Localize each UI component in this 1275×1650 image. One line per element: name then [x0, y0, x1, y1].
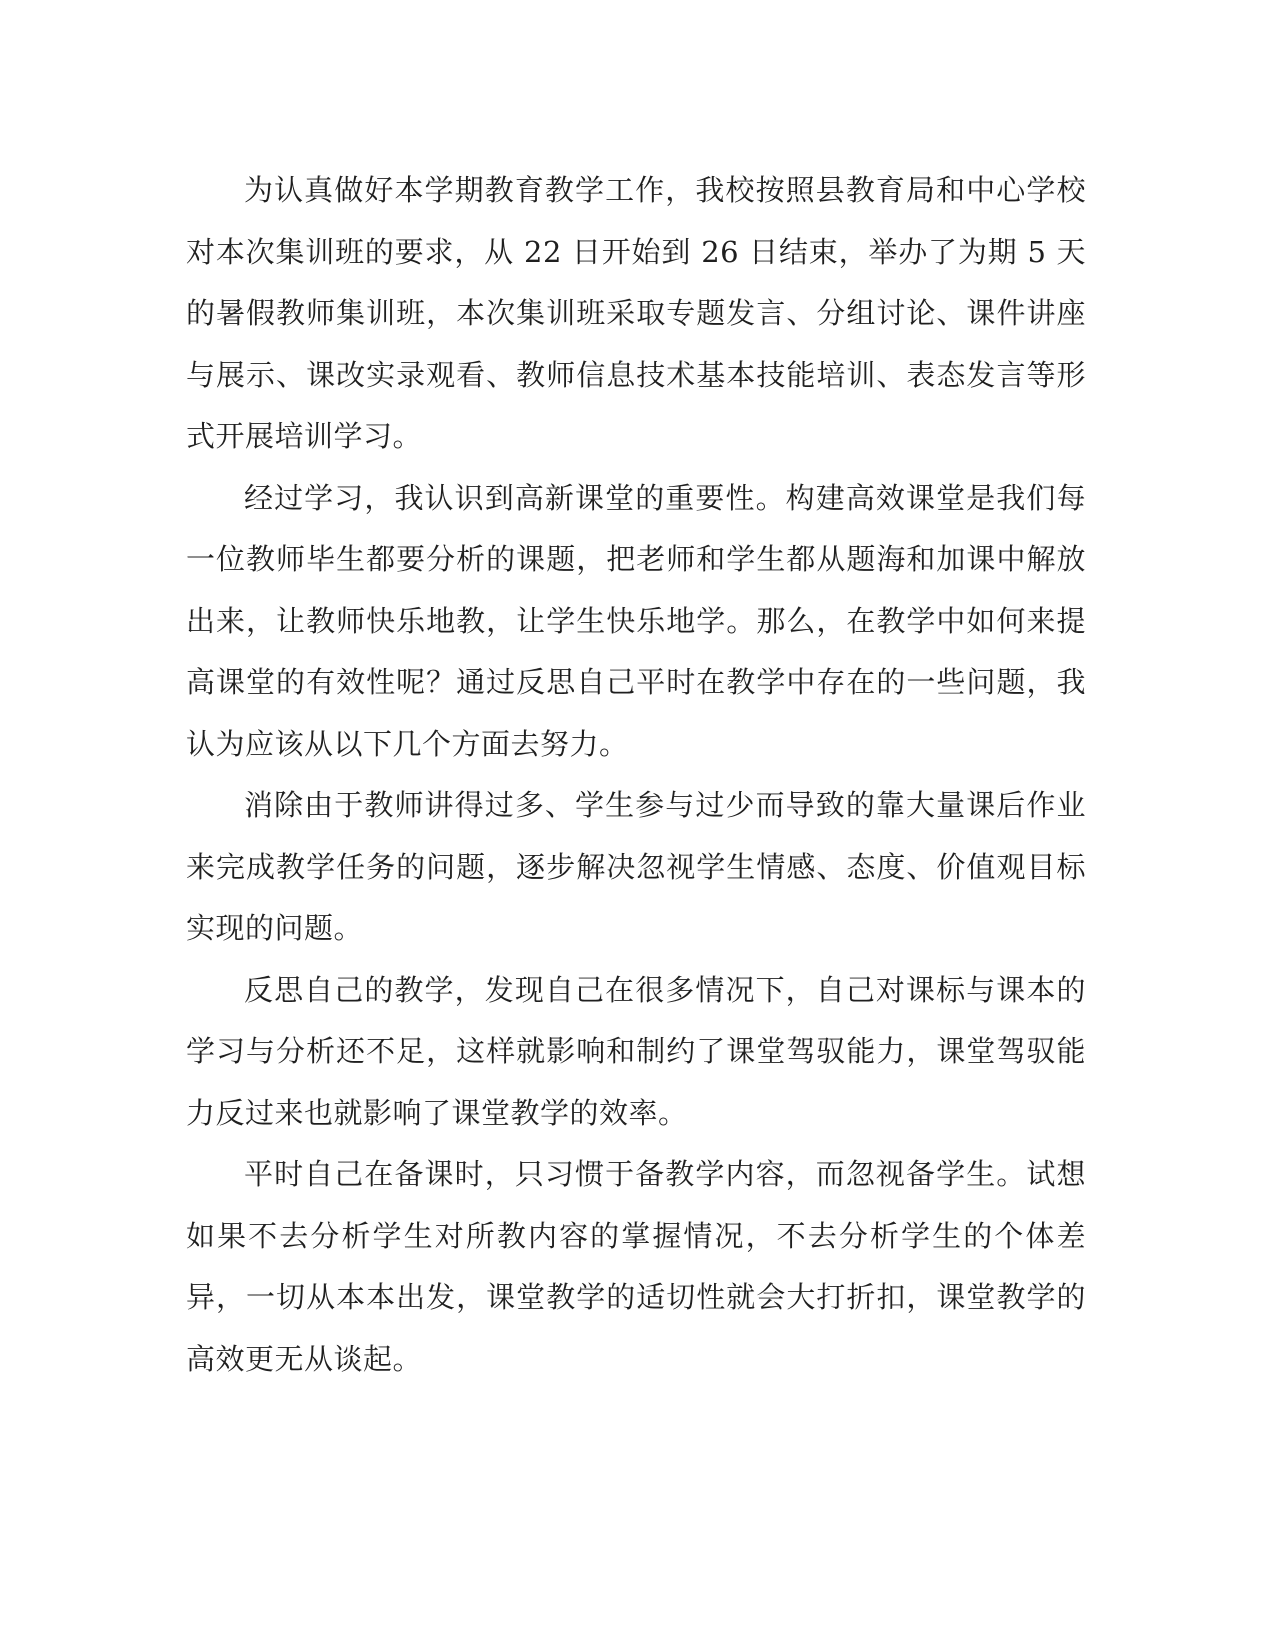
- paragraph: 反思自己的教学，发现自己在很多情况下，自己对课标与课本的学习与分析还不足，这样就影响和制约了课堂驾驭能力，课堂驾驭能力反过来也就影响了课堂教学的效率。: [186, 972, 1086, 1130]
- paragraph: 平时自己在备课时，只习惯于备教学内容，而忽视备学生。试想如果不去分析学生对所教内容的掌握情况，不去分析学生的个体差异，一切从本本出发，课堂教学的适切性就会大打折扣，课堂教学的高效更无从谈起。: [186, 1157, 1086, 1376]
- paragraph: 经过学习，我认识到高新课堂的重要性。构建高效课堂是我们每一位教师毕生都要分析的课题，把老师和学生都从题海和加课中解放出来，让教师快乐地教，让学生快乐地学。那么，在教学中如何来提高课堂的有效性呢？通过反思自己平时在教学中存在的一些问题，我认为应该从以下几个方面去努力。: [186, 480, 1086, 761]
- paragraph: 为认真做好本学期教育教学工作，我校按照县教育局和中心学校对本次集训班的要求，从 22 日开始到 26 日结束，举办了为期 5 天的暑假教师集训班，本次集训班采取专题发言、分组讨论、课件讲座与展示、课改实录观看、教师信息技术基本技能培训、表态发言等形式开展培训学习。: [186, 173, 1086, 453]
- document-body: [186, 160, 1086, 1390]
- paragraph: 消除由于教师讲得过多、学生参与过少而导致的靠大量课后作业来完成教学任务的问题，逐步解决忽视学生情感、态度、价值观目标实现的问题。: [186, 788, 1086, 945]
